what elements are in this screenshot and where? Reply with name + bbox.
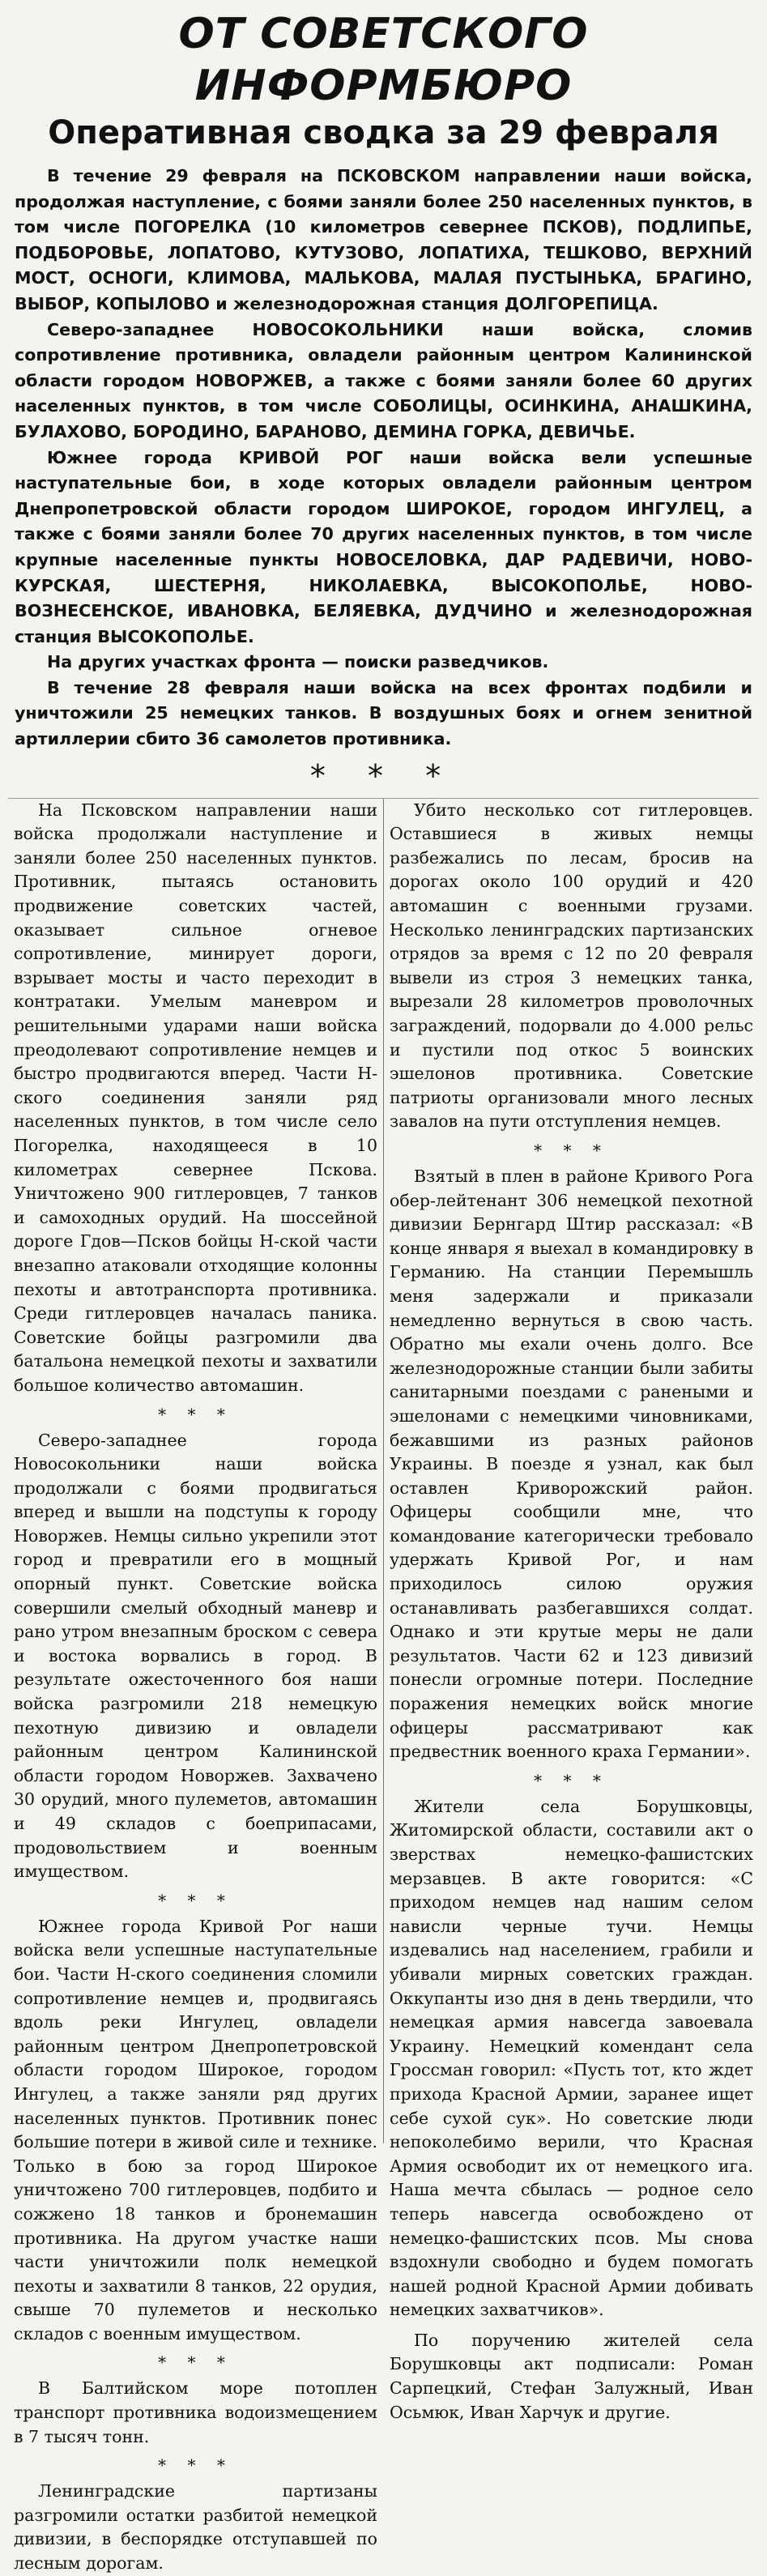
section-stars-divider: * * * [309, 757, 458, 794]
paragraph-divider: * * * [158, 2352, 233, 2373]
article-columns [8, 798, 759, 2574]
paragraph-divider: * * * [158, 1890, 233, 1910]
article-paragraph: Убито несколько сот гитлеровцев. Оставшиеся в живых немцы разбежались по лесам, бросив на дорогах около 100 орудий и 420 автомашин с военными грузами. Несколько ленинградских партизанских отрядов за время с 12 по 20 февраля вывели из строя 3 немецких танка, вырезали 28 километров проволочных заграждений, подорвали до 4.000 рельс и пустили под откос 5 воинских эшелонов противника. Советские патриоты организовали много лесных завалов на пути отступления немцев. [390, 800, 753, 1132]
summary-paragraph: На других участках фронта — поиски разведчиков. [47, 652, 549, 672]
page-subtitle: Оперативная сводка за 29 февраля [48, 114, 719, 151]
article-paragraph: Взятый в плен в районе Кривого Рога обер-лейтенант 306 немецкой пехотной дивизии Бернгард Штир рассказал: «В конце января я выехал в командировку в Германию. На станции Перемышль меня задержали и приказали немедленно вернуться в свою часть. Обратно мы ехали очень долго. Все железнодорожные станции были забиты санитарными поездами с ранеными и эшелонами с немецкими чиновниками, бежавшими из разных районов Украины. В поезде я узнал, как был оставлен Криворожский район. Офицеры сообщили мне, что командование категорически требовало удержать Кривой Рог, и нам приходилось силою оружия останавливать разбегавшихся солдат. Однако и эти крутые меры не дали результатов. Части 62 и 123 дивизий понесли огромные потери. Последние поражения немецких войск многие офицеры рассматривают как предвестник военного краха Германии». [390, 1166, 753, 1762]
article-paragraph: По поручению жителей села Борушковцы акт подписали: Роман Сарпецкий, Стефан Залужный, Иван Осьмюк, Иван Харчук и другие. [390, 2330, 753, 2422]
article-paragraph: Ленинградские партизаны разгромили остатки разбитой немецкой дивизии, в беспорядке отступавшей по лесным дорогам. [14, 2481, 377, 2574]
summary-paragraph: В течение 29 февраля на ПСКОВСКОМ направлении наши войска, продолжая наступление, с боями заняли более 250 населенных пунктов, в том числе ПОГОРЕЛКА (10 километров севернее ПСКОВ), ПОДЛИПЬЕ, ПОДБОРОВЬЕ, ЛОПАТОВО, КУТУЗОВО, ЛОПАТИХА, ТЕШКОВО, ВЕРХНИЙ МОСТ, ОСНОГИ, КЛИМОВА, МАЛЬКОВА, МАЛАЯ ПУСТЫНЬКА, БРАГИНО, ВЫБОР, КОПЫЛОВО и железнодорожная станция ДОЛГОРЕПИЦА. [15, 166, 752, 313]
right-column [384, 799, 759, 2422]
article-paragraph: На Псковском направлении наши войска продолжали наступление и заняли более 250 населенных пунктов. Противник, пытаясь остановить продвижение советских частей, оказывает сильное огневое сопротивление, минирует дороги, взрывает мосты и часто переходит в контратаки. Умелым маневром и решительными ударами наши войска преодолевают сопротивление немцев и быстро продвигаются вперед. Части Н-ского соединения заняли ряд населенных пунктов, в том числе село Погорелка, находящееся в 10 километрах севернее Пскова. Уничтожено 900 гитлеровцев, 7 танков и самоходных орудий. На шоссейной дороге Гдов—Псков бойцы Н-ской части внезапно атаковали отходящие колонны пехоты и автотранспорта противника. Среди гитлеровцев началась паника. Советские бойцы разгромили два батальона немецкой пехоты и захватили большое количество автомашин. [14, 800, 377, 1395]
paragraph-divider: * * * [534, 1770, 609, 1790]
left-column [8, 799, 384, 2574]
summary-paragraph: Южнее города КРИВОЙ РОГ наши войска вели успешные наступательные бои, в ходе которых овладели районным центром Днепропетровской области городом ШИРОКОЕ, городом ИНГУЛЕЦ, а также с боями заняли более 70 других населенных пунктов, в том числе крупные населенные пункты НОВОСЕЛОВКА, ДАР РАДЕВИЧИ, НОВО-КУРСКАЯ, ШЕСТЕРНЯ, НИКОЛАЕВКА, ВЫСОКОПОЛЬЕ, НОВО-ВОЗНЕСЕНСКОЕ, ИВАНОВКА, БЕЛЯЕВКА, ДУДЧИНО и железнодорожная станция ВЫСОКОПОЛЬЕ. [15, 447, 752, 646]
paragraph-divider: * * * [534, 1140, 609, 1160]
operational-summary [15, 164, 752, 753]
summary-paragraph: Северо-западнее НОВОСОКОЛЬНИКИ наши войска, сломив сопротивление противника, овладели районным центром Калининской области городом НОВОРЖЕВ, а также с боями заняли более 60 других населенных пунктов, в том числе СОБОЛИЦЫ, ОСИНКИНА, АНАШКИНА, БУЛАХОВО, БОРОДИНО, БАРАНОВО, ДЕМИНА ГОРКА, ДЕВИЧЬЕ. [15, 319, 752, 441]
paragraph-divider: * * * [158, 1404, 233, 1424]
article-paragraph: Северо-западнее города Новосокольники наши войска продолжали с боями продвигаться вперед и вышли на подступы к городу Новоржев. Немцы сильно укрепили этот город и превратили его в мощный опорный пункт. Советские войска совершили смелый обходный маневр и рано утром внезапным броском с севера и востока ворвались в город. В результате ожесточенного боя наши войска разгромили 218 немецкую пехотную дивизию и овладели районным центром Калининской области городом Новоржев. Захвачено 30 орудий, много пулеметов, автомашин и 49 складов с боеприпасами, продовольствием и военным имуществом. [14, 1430, 377, 1882]
paragraph-divider: * * * [158, 2455, 233, 2476]
article-paragraph: Южнее города Кривой Рог наши войска вели успешные наступательные бои. Части Н-ского соединения сломили сопротивление немцев и, продвигаясь вдоль реки Ингулец, овладели районным центром Днепропетровской области городом Широкое, городом Ингулец, а также заняли ряд других населенных пунктов. Противник понес большие потери в живой силе и технике. Только в бою за город Широкое уничтожено 700 гитлеровцев, подбито и сожжено 18 танков и бронемашин противника. На другом участке наши части уничтожили полк немецкой пехоты и захватили 8 танков, 22 орудия, свыше 70 пулеметов и несколько складов с военным имуществом. [14, 1916, 377, 2344]
article-paragraph: Жители села Борушковцы, Житомирской области, составили акт о зверствах немецко-фашистских мерзавцев. В акте говорится: «С приходом немцев над нашим селом нависли черные тучи. Немцы издевались над населением, грабили и убивали мирных советских граждан. Оккупанты изо дня в день твердили, что немецкая армия навсегда завоевала Украину. Немецкий комендант села Гроссман говорил: «Пусть тот, кто ждет прихода Красной Армии, заранее ищет себе сухой сук». Но советские люди непоколебимо верили, что Красная Армия освободит их от немецкого ига. Наша мечта сбылась — родное село теперь навсегда освобождено от немецко-фашистских псов. Мы снова вздохнули свободно и будем помогать нашей родной Красной Армии добивать немецких захватчиков». [390, 1796, 753, 2320]
article-paragraph: В Балтийском море потоплен транспорт противника водоизмещением в 7 тысяч тонн. [14, 2378, 377, 2446]
page-header [8, 0, 759, 154]
page-title: ОТ СОВЕТСКОГО ИНФОРМБЮРО [178, 10, 589, 110]
summary-paragraph: В течение 28 февраля наши войска на всех фронтах подбили и уничтожили 25 немецких танков. В воздушных боях и огнем зенитной артиллерии сбито 36 самолетов противника. [15, 677, 752, 749]
